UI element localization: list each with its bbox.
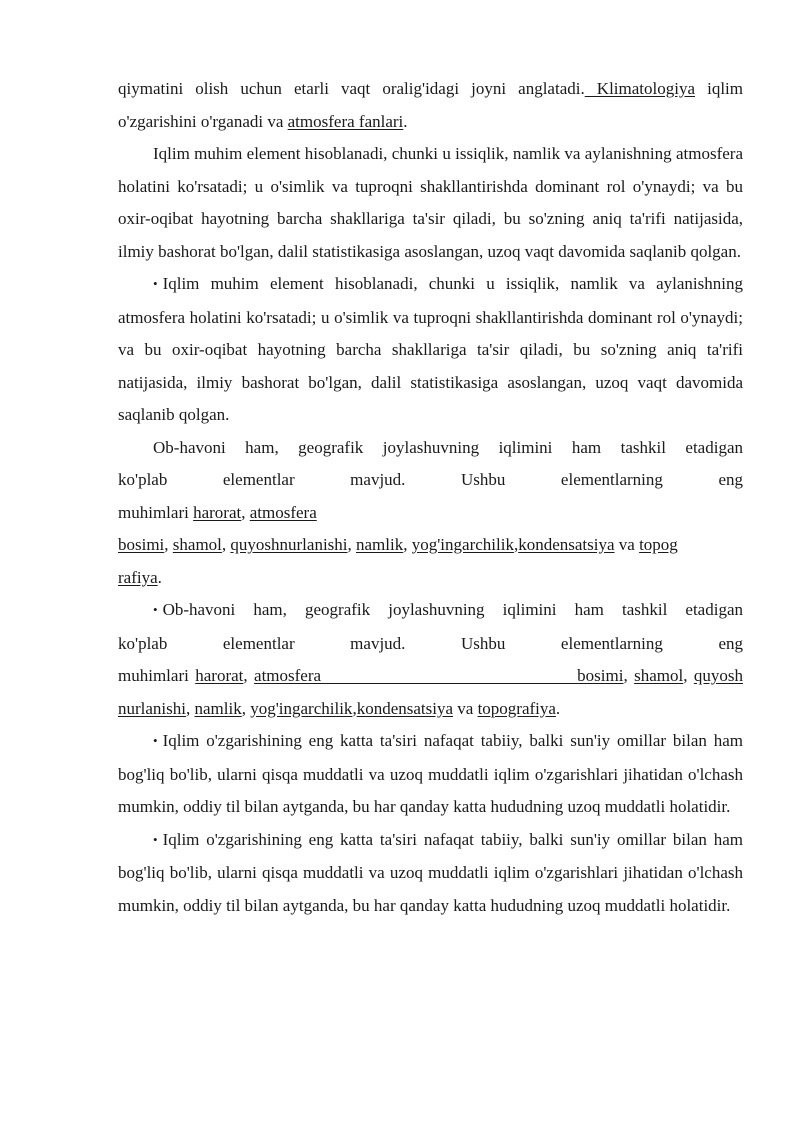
paragraph-text: Iqlim o'zgarishining eng katta ta'siri nafaqat tabiiy, balki sun'iy omillar bilan ham bog'liq bo'lib, ularni qisqa muddatli va uzoq muddatli iqlim o'zgarishlari jihatidan o'lchash mumkin, oddiy til bilan aytganda, bu har qanday katta hududning uzoq muddatli holatidir. (118, 731, 743, 816)
paragraph-text: va (453, 698, 478, 718)
bullet-paragraph-climate-change (118, 725, 743, 824)
paragraph-text: . (157, 567, 162, 587)
paragraph-intro (118, 73, 743, 138)
paragraph-line: ko'plab elementlar mavjud. Ushbu elementlarning eng (118, 633, 743, 653)
paragraph-text: qiymatini olish uchun etarli vaqt oralig'idagi joyni anglatadi. (118, 79, 585, 98)
paragraph-weather-elements (118, 432, 743, 595)
link-bosimi[interactable]: bosimi (118, 535, 165, 554)
separator: , (241, 698, 251, 718)
separator: , (403, 535, 412, 554)
paragraph-line: ko'plab elementlar mavjud. Ushbu elementlarning eng (118, 470, 743, 489)
link-yogingarchilik[interactable]: yog'ingarchilik (250, 698, 353, 718)
paragraph-text: Iqlim o'zgarishining eng katta ta'siri nafaqat tabiiy, balki sun'iy omillar bilan ham bog'liq bo'lib, ularni qisqa muddatli va uzoq muddatli iqlim o'zgarishlari jihatidan o'lchash mumkin, oddiy til bilan aytganda, bu har qanday katta hududning uzoq muddatli holatidir. (118, 829, 743, 915)
bullet-paragraph-weather-elements (118, 594, 743, 725)
bullet-icon: • (153, 276, 158, 291)
paragraph-climate-importance: Iqlim muhim element hisoblanadi, chunki u issiqlik, namlik va aylanishning atmosfera holatini ko'rsatadi; u o'simlik va tuproqni shakllantirishda dominant rol o'ynaydi; va bu oxir-oqibat hayotning barcha shakllariga ta'sir qiladi, bu so'zning aniq ta'rifi natijasida, ilmiy bashorat bo'lgan, dalil statistikasiga asoslangan, uzoq vaqt davomida saqlanib qolgan. (118, 144, 743, 261)
link-atmosfera-bosimi[interactable]: atmosfera bosimi (254, 666, 624, 685)
link-shamol[interactable]: shamol (634, 666, 684, 685)
link-quyosh-nurlanishi[interactable]: quyosh (693, 666, 744, 685)
paragraph-line (118, 562, 743, 595)
link-quyosh-nurlanishi[interactable]: quyoshnurlanishi (230, 535, 348, 554)
paragraph-line (118, 529, 743, 562)
paragraph-line (118, 660, 743, 693)
paragraph-text: Ob-havoni ham, geografik joylashuvning iqlimini ham tashkil etadigan (162, 600, 743, 619)
separator: , (352, 698, 357, 718)
bullet-paragraph-climate-change-repeat (118, 824, 743, 923)
separator: , (186, 698, 195, 718)
link-topografiya[interactable]: topog (639, 535, 678, 554)
paragraph-text: iqlim o'zgarishini o'rganadi va (118, 79, 743, 131)
link-atmosfera[interactable]: atmosfera (249, 502, 317, 522)
separator: , (221, 535, 231, 554)
link-harorat[interactable]: harorat (195, 666, 244, 685)
paragraph-text: va (614, 535, 640, 554)
paragraph-line: Ob-havoni ham, geografik joylashuvning iqlimini ham tashkil etadigan (153, 437, 743, 457)
paragraph-line (118, 693, 743, 726)
separator: , (623, 666, 635, 685)
separator: , (347, 535, 357, 554)
link-topografiya[interactable]: topografiya (477, 698, 556, 718)
separator: , (243, 666, 255, 685)
link-kondensatsiya[interactable]: kondensatsiya (518, 535, 615, 554)
separator: , (683, 666, 694, 685)
bullet-icon: • (153, 831, 158, 847)
link-atmosfera-fanlari[interactable]: atmosfera fanlari (287, 111, 404, 131)
paragraph-text: muhimlari (118, 502, 194, 522)
link-namlik[interactable]: namlik (194, 698, 242, 718)
paragraph-text: . (555, 698, 561, 718)
bullet-icon: • (153, 602, 158, 617)
paragraph-text: . (403, 111, 408, 131)
paragraph-line (118, 594, 743, 628)
separator: , (241, 502, 250, 522)
link-topografiya-continued[interactable]: rafiya (118, 567, 158, 587)
link-quyosh-nurlanishi-continued[interactable]: nurlanishi (118, 698, 186, 718)
link-kondensatsiya[interactable]: kondensatsiya (356, 698, 454, 718)
link-yogingarchilik[interactable]: yog'ingarchilik (411, 535, 514, 554)
link-shamol[interactable]: shamol (172, 535, 222, 554)
link-namlik[interactable]: namlik (356, 535, 404, 554)
link-harorat[interactable]: harorat (193, 502, 242, 522)
paragraph-text: Iqlim muhim element hisoblanadi, chunki u issiqlik, namlik va aylanishning atmosfera holatini ko'rsatadi; u o'simlik va tuproqni shakllantirishda dominant rol o'ynaydi; va bu oxir-oqibat hayotning barcha shakllariga ta'sir qiladi, bu so'zning aniq ta'rifi natijasida, ilmiy bashorat bo'lgan, dalil statistikasiga asoslangan, uzoq vaqt davomida saqlanib qolgan. (118, 274, 743, 424)
document-body (118, 73, 743, 922)
link-klimatologiya[interactable]: Klimatologiya (584, 79, 696, 98)
separator: , (164, 535, 173, 554)
separator: , (513, 535, 519, 554)
paragraph-text: muhimlari (118, 666, 196, 685)
paragraph-line (118, 497, 743, 530)
bullet-icon: • (153, 733, 158, 748)
bullet-paragraph-climate-importance (118, 268, 743, 432)
